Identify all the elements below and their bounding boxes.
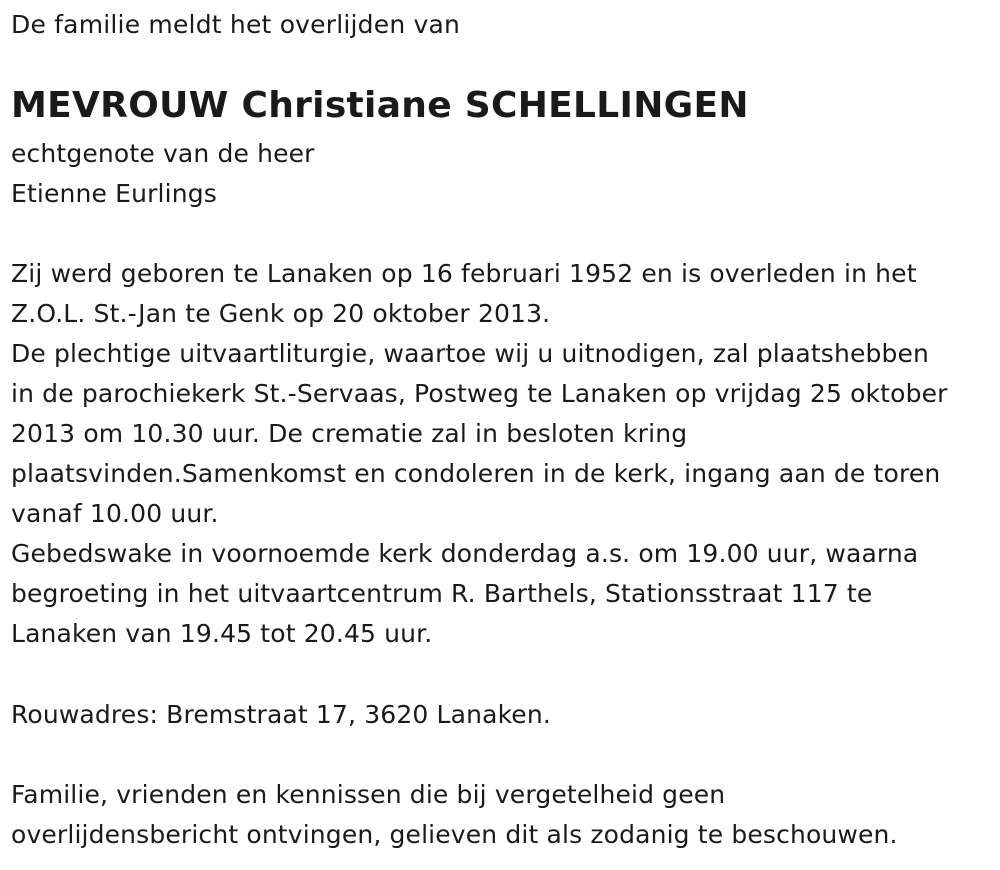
info-line: Lanaken van 19.45 tot 20.45 uur. (11, 619, 433, 648)
mourning-address (11, 695, 996, 735)
deceased-name: MEVROUW Christiane SCHELLINGEN (11, 85, 749, 126)
info-line: Zij werd geboren te Lanaken op 16 februari 1952 en is overleden in het (11, 259, 917, 288)
address-line: Rouwadres: Bremstraat 17, 3620 Lanaken. (11, 700, 551, 729)
info-line: vanaf 10.00 uur. (11, 499, 219, 528)
info-line: Gebedswake in voornoemde kerk donderdag a.s. om 19.00 uur, waarna (11, 539, 919, 568)
intro-text: De familie meldt het overlijden van (11, 10, 461, 39)
info-line: begroeting in het uitvaartcentrum R. Barthels, Stationsstraat 117 te (11, 579, 873, 608)
closing-line: overlijdensbericht ontvingen, gelieven dit als zodanig te beschouwen. (11, 820, 898, 849)
info-line: in de parochiekerk St.-Servaas, Postweg te Lanaken op vrijdag 25 oktober (11, 379, 948, 408)
info-line: 2013 om 10.30 uur. De crematie zal in besloten kring (11, 419, 688, 448)
info-line: De plechtige uitvaartliturgie, waartoe wij u uitnodigen, zal plaatshebben (11, 339, 930, 368)
info-line: Z.O.L. St.-Jan te Genk op 20 oktober 2013. (11, 299, 551, 328)
closing-note (11, 775, 996, 855)
closing-line: Familie, vrienden en kennissen die bij vergetelheid geen (11, 780, 726, 809)
spouse-block (11, 134, 996, 214)
info-line: plaatsvinden.Samenkomst en condoleren in de kerk, ingang aan de toren (11, 459, 941, 488)
funeral-info-block (11, 254, 996, 654)
spouse-line: Etienne Eurlings (11, 179, 217, 208)
spouse-line: echtgenote van de heer (11, 139, 315, 168)
